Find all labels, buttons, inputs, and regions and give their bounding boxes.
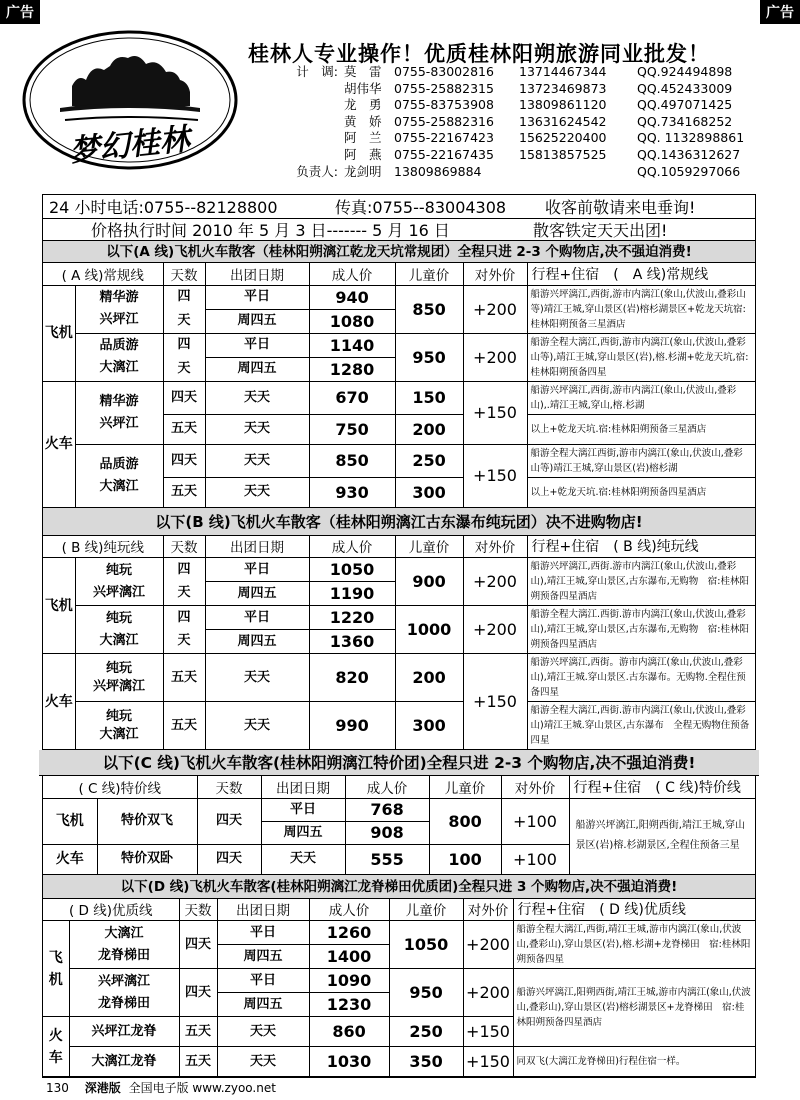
tour-name: 纯玩 大漓江 — [75, 702, 163, 750]
transport-plane: 飞机 — [43, 285, 75, 381]
tour-days: 四 — [163, 606, 205, 630]
ad-label-left: 广告 — [0, 0, 40, 24]
tour-name: 特价双飞 — [97, 798, 197, 844]
contact-qq: QQ.924494898 — [637, 64, 733, 79]
header-line: ( D 线)优质线 — [43, 899, 179, 921]
contact-role: 计 调: — [296, 64, 338, 79]
header-child: 儿童价 — [395, 263, 463, 285]
child-price: 350 — [389, 1047, 463, 1077]
tour-date: 平日 — [261, 798, 345, 821]
tour-name: 大漓江 龙脊梯田 — [69, 921, 179, 969]
itinerary: 同双飞(大漓江龙脊梯田)行程住宿一样。 — [513, 1047, 755, 1077]
tour-date: 天天 — [217, 1047, 309, 1077]
header-days: 天数 — [163, 263, 205, 285]
table-row — [43, 921, 755, 945]
header-adult: 成人价 — [309, 263, 395, 285]
external-price: +150 — [463, 1047, 513, 1077]
notice: 收客前敬请来电垂询! — [545, 198, 696, 217]
tour-date: 周四五 — [217, 945, 309, 969]
external-price: +200 — [463, 606, 527, 654]
site-label: 全国电子版 www.zyoo.net — [128, 1081, 276, 1095]
tour-days: 天 — [163, 357, 205, 381]
tour-days: 四 — [163, 285, 205, 309]
table-header — [43, 899, 755, 921]
line-d-banner: 以下(D 线)飞机火车散客(桂林阳朔漓江龙脊梯田优质团)全程只进 3 个购物店,决不强迫消费! — [43, 875, 755, 899]
transport-plane: 飞机 — [43, 921, 69, 1017]
price-sheet — [42, 194, 756, 1078]
table-row — [43, 444, 755, 477]
page-footer — [46, 1079, 276, 1096]
header-adult: 成人价 — [309, 536, 395, 558]
contact-row — [280, 164, 744, 181]
adult-price: 670 — [309, 381, 395, 414]
contact-qq: QQ.497071425 — [637, 97, 733, 113]
contact-row — [280, 114, 744, 131]
tour-date: 平日 — [217, 921, 309, 945]
tour-date: 天天 — [205, 381, 309, 414]
logo-text: 梦幻桂林 — [68, 121, 192, 170]
header-itin: 行程+住宿 ( D 线)优质线 — [513, 899, 755, 921]
contact-row — [280, 97, 744, 114]
contact-mobile: 13809861120 — [519, 97, 607, 113]
adult-price: 990 — [309, 702, 395, 750]
contact-mobile: 15625220400 — [519, 130, 607, 146]
contact-mobile: 13723469873 — [519, 80, 607, 96]
header-days: 天数 — [179, 899, 217, 921]
contact-role — [280, 97, 338, 114]
contact-row — [280, 147, 744, 164]
contact-tel: 0755-83753908 — [394, 97, 494, 113]
contact-qq: QQ.452433009 — [637, 80, 733, 96]
child-price: 200 — [395, 414, 463, 444]
header-date: 出团日期 — [261, 776, 345, 798]
itinerary: 船游全程大漓江.西街.游市内漓江(象山,伏波山,叠彩山),靖江王城,穿山景区,古东瀑布,无购物 宿:桂林阳朔预备四星酒店 — [527, 606, 755, 654]
contact-name: 黄 娇 — [344, 113, 382, 129]
tour-name: 特价双卧 — [97, 844, 197, 874]
transport-train: 火车 — [43, 654, 75, 750]
contact-tel: 0755-25882316 — [394, 113, 494, 129]
tour-date: 周四五 — [205, 357, 309, 381]
hotline: 24 小时电话:0755--82128800 — [49, 198, 278, 217]
edition-label: 深港版 — [84, 1081, 121, 1095]
itinerary: 船游兴坪漓江,西街。游市内漓江(象山,伏波山,叠彩山),靖江王城.穿山景区.古东瀑布。无购物.全程住预备四星 — [527, 654, 755, 702]
adult-price: 1190 — [309, 582, 395, 606]
tour-date: 天天 — [205, 702, 309, 750]
external-price: +150 — [463, 444, 527, 507]
header-date: 出团日期 — [205, 263, 309, 285]
header-adult: 成人价 — [309, 899, 389, 921]
itinerary: 船游全程大漓江西街,游市内漓江(象山,伏波山,叠彩山等)靖江王城,穿山景区(岩)榕杉湖 — [527, 444, 755, 477]
header-line: ( A 线)常规线 — [43, 263, 163, 285]
child-price: 1000 — [395, 606, 463, 654]
adult-price: 850 — [309, 444, 395, 477]
tour-date: 天天 — [261, 844, 345, 874]
child-price: 950 — [389, 969, 463, 1017]
tour-days: 四天 — [179, 921, 217, 969]
tour-date: 平日 — [205, 333, 309, 357]
external-price: +150 — [463, 654, 527, 750]
contact-name: 阿 燕 — [344, 146, 382, 162]
header-ext: 对外价 — [463, 263, 527, 285]
contact-list — [280, 64, 744, 180]
itinerary: 船游兴坪漓江,西街,游市内漓江(象山,伏波山,叠彩山),.靖江王城,穿山,榕.杉湖 — [527, 381, 755, 414]
adult-price: 1090 — [309, 969, 389, 993]
header-child: 儿童价 — [395, 536, 463, 558]
contact-row — [280, 81, 744, 98]
ad-label-right: 广告 — [760, 0, 800, 24]
contact-role — [280, 81, 338, 98]
adult-price: 940 — [309, 285, 395, 309]
external-price: +200 — [463, 333, 527, 381]
itinerary: 船游兴坪漓江,西街.游市内漓江(象山,伏波山,叠彩山),靖江王城,穿山景区,古东瀑布,无购物 宿:桂林阳朔预备四星酒店 — [527, 558, 755, 606]
contact-tel: 0755-22167435 — [394, 146, 494, 162]
contact-name: 龙剑明 — [344, 163, 382, 179]
contact-row — [280, 130, 744, 147]
tour-days: 四天 — [197, 844, 261, 874]
tour-name: 大漓江龙脊 — [69, 1047, 179, 1077]
child-price: 250 — [395, 444, 463, 477]
line-b-banner: 以下(B 线)飞机火车散客（桂林阳朔漓江古东瀑布纯玩团）决不进购物店! — [43, 508, 755, 536]
table-header — [43, 776, 755, 798]
info-row-period — [43, 219, 755, 241]
line-a-banner: 以下(A 线)飞机火车散客（桂林阳朔漓江乾龙天坑常规团）全程只进 2-3 个购物店,决不强迫消费! — [43, 241, 755, 263]
adult-price: 930 — [309, 477, 395, 507]
table-row — [43, 654, 755, 702]
child-price: 850 — [395, 285, 463, 333]
contact-role — [280, 130, 338, 147]
tour-days: 四天 — [163, 444, 205, 477]
line-c-table — [43, 776, 755, 875]
tour-date: 天天 — [205, 654, 309, 702]
tour-days: 四 — [163, 333, 205, 357]
contact-role: 负责人: — [296, 163, 338, 179]
adult-price: 1050 — [309, 558, 395, 582]
adult-price: 1280 — [309, 357, 395, 381]
external-price: +200 — [463, 969, 513, 1017]
child-price: 1050 — [389, 921, 463, 969]
tour-name: 精华游 兴坪江 — [75, 285, 163, 333]
header-line: ( B 线)纯玩线 — [43, 536, 163, 558]
external-price: +100 — [501, 844, 569, 874]
tour-date: 周四五 — [261, 821, 345, 844]
transport-train: 火车 — [43, 844, 97, 874]
contact-name: 阿 兰 — [344, 130, 382, 146]
adult-price: 1220 — [309, 606, 395, 630]
info-row-contact — [43, 195, 755, 219]
contact-name: 龙 勇 — [344, 97, 382, 113]
tour-days: 天 — [163, 630, 205, 654]
header-ext: 对外价 — [463, 899, 513, 921]
tour-date: 周四五 — [205, 582, 309, 606]
table-row — [43, 558, 755, 582]
tour-name: 纯玩 大漓江 — [75, 606, 163, 654]
header-child: 儿童价 — [389, 899, 463, 921]
header-itin: 行程+住宿 ( B 线)纯玩线 — [527, 536, 755, 558]
header-line: ( C 线)特价线 — [43, 776, 197, 798]
external-price: +200 — [463, 285, 527, 333]
tour-name: 纯玩 兴坪漓江 — [75, 654, 163, 702]
tour-name: 精华游 兴坪江 — [75, 381, 163, 444]
child-price: 300 — [395, 477, 463, 507]
slogan: 桂林人专业操作！优质桂林阳朔旅游同业批发！ — [248, 42, 710, 66]
child-price: 950 — [395, 333, 463, 381]
table-header — [43, 536, 755, 558]
tour-date: 天天 — [217, 1017, 309, 1047]
price-period: 价格执行时间 2010 年 5 月 3 日------- 5 月 16 日 — [91, 221, 450, 240]
header-itin: 行程+住宿 ( A 线)常规线 — [527, 263, 755, 285]
contact-row — [280, 64, 744, 81]
child-price: 300 — [395, 702, 463, 750]
adult-price: 750 — [309, 414, 395, 444]
adult-price: 1140 — [309, 333, 395, 357]
adult-price: 1360 — [309, 630, 395, 654]
contact-mobile: 13631624542 — [519, 113, 607, 129]
tour-days: 四天 — [179, 969, 217, 1017]
tour-name: 兴坪漓江 龙脊梯田 — [69, 969, 179, 1017]
adult-price: 1400 — [309, 945, 389, 969]
external-price: +200 — [463, 558, 527, 606]
tour-date: 平日 — [205, 558, 309, 582]
line-a-table — [43, 263, 755, 508]
page-number: 130 — [46, 1081, 69, 1095]
tour-days: 四 — [163, 558, 205, 582]
tour-date: 天天 — [205, 444, 309, 477]
header-days: 天数 — [197, 776, 261, 798]
itinerary: 船游全程大漓江,西街.游市内漓江(象山,伏波山,叠彩山)靖江王城.穿山景区,古东瀑布 全程无购物住预备四星 — [527, 702, 755, 750]
tour-name: 纯玩 兴坪漓江 — [75, 558, 163, 606]
header-itin: 行程+住宿 ( C 线)特价线 — [569, 776, 755, 798]
contact-qq: QQ.1059297066 — [637, 163, 741, 179]
itinerary: 船游全程大漓江,西街,靖江王城,游市内漓江(象山,伏波山,叠彩山),穿山景区(岩),榕.杉湖+龙脊梯田 宿:桂林阳朔预备四星 — [513, 921, 755, 969]
tour-days: 四天 — [163, 381, 205, 414]
table-row — [43, 969, 755, 993]
adult-price: 820 — [309, 654, 395, 702]
contact-qq: QQ. 1132898861 — [637, 130, 745, 146]
tour-date: 天天 — [205, 477, 309, 507]
table-row — [43, 381, 755, 414]
tour-days: 五天 — [163, 702, 205, 750]
header-date: 出团日期 — [205, 536, 309, 558]
transport-plane: 飞机 — [43, 558, 75, 654]
itinerary: 船游兴坪漓江,西街,游市内漓江(象山,伏波山,叠彩山等)靖江王城,穿山景区(岩)榕杉湖景区+乾龙天坑宿:桂林阳朔预备三星酒店 — [527, 285, 755, 333]
guarantee: 散客铁定天天出团! — [533, 221, 668, 240]
table-row — [43, 285, 755, 309]
line-c-banner: 以下(C 线)飞机火车散客(桂林阳朔漓江特价团)全程只进 2-3 个购物店,决不强迫消费! — [39, 750, 759, 776]
contact-name: 胡伟华 — [344, 80, 382, 96]
transport-train: 火车 — [43, 381, 75, 507]
adult-price: 1080 — [309, 309, 395, 333]
external-price: +150 — [463, 1017, 513, 1047]
tour-date: 天天 — [205, 414, 309, 444]
logo — [20, 28, 240, 173]
contact-mobile: 13714467344 — [519, 64, 607, 79]
contact-tel: 0755-83002816 — [394, 64, 494, 79]
header-adult: 成人价 — [345, 776, 429, 798]
tour-date: 周四五 — [217, 993, 309, 1017]
contact-mobile — [519, 164, 637, 181]
contact-tel: 0755-25882315 — [394, 80, 494, 96]
child-price: 800 — [429, 798, 501, 844]
contact-role — [280, 147, 338, 164]
child-price: 150 — [395, 381, 463, 414]
child-price: 250 — [389, 1017, 463, 1047]
contact-role — [280, 114, 338, 131]
child-price: 900 — [395, 558, 463, 606]
external-price: +100 — [501, 798, 569, 844]
child-price: 200 — [395, 654, 463, 702]
tour-name: 品质游 大漓江 — [75, 333, 163, 381]
tour-name: 兴坪江龙脊 — [69, 1017, 179, 1047]
itinerary: 船游兴坪漓江,阳朔西街,靖江王城,穿山景区(岩)榕.杉湖景区,全程住预备三星 — [569, 798, 755, 874]
contact-qq: QQ.1436312627 — [637, 146, 741, 162]
tour-date: 周四五 — [205, 309, 309, 333]
table-row — [43, 333, 755, 357]
tour-name: 品质游 大漓江 — [75, 444, 163, 507]
header-ext: 对外价 — [463, 536, 527, 558]
table-row — [43, 702, 755, 750]
tour-days: 五天 — [179, 1017, 217, 1047]
line-b-table — [43, 536, 755, 751]
contact-tel: 0755-22167423 — [394, 130, 494, 146]
contact-name: 莫 雷 — [344, 64, 382, 79]
tour-days: 五天 — [163, 654, 205, 702]
tour-date: 平日 — [205, 285, 309, 309]
adult-price: 860 — [309, 1017, 389, 1047]
adult-price: 1260 — [309, 921, 389, 945]
header-date: 出团日期 — [217, 899, 309, 921]
transport-train: 火车 — [43, 1017, 69, 1077]
tour-days: 天 — [163, 582, 205, 606]
table-row — [43, 798, 755, 821]
itinerary: 船游兴坪漓江,阳朔西街,靖江王城,游市内漓江(象山,伏波山,叠彩山),穿山景区(岩)榕杉湖景区+龙脊梯田 宿:桂林阳朔预备四星酒店 — [513, 969, 755, 1047]
contact-qq: QQ.734168252 — [637, 113, 733, 129]
tour-date: 周四五 — [205, 630, 309, 654]
contact-tel: 13809869884 — [394, 163, 482, 179]
tour-days: 天 — [163, 309, 205, 333]
tour-date: 平日 — [205, 606, 309, 630]
table-row — [43, 606, 755, 630]
tour-days: 五天 — [179, 1047, 217, 1077]
table-row — [43, 1047, 755, 1077]
itinerary: 以上+乾龙天坑.宿:桂林阳朔预备四星酒店 — [527, 477, 755, 507]
tour-days: 五天 — [163, 414, 205, 444]
transport-plane: 飞机 — [43, 798, 97, 844]
header-ext: 对外价 — [501, 776, 569, 798]
tour-days: 五天 — [163, 477, 205, 507]
adult-price: 1030 — [309, 1047, 389, 1077]
adult-price: 768 — [345, 798, 429, 821]
fax: 传真:0755--83004308 — [335, 198, 507, 217]
line-d-table — [43, 899, 755, 1078]
child-price: 100 — [429, 844, 501, 874]
header-days: 天数 — [163, 536, 205, 558]
tour-date: 平日 — [217, 969, 309, 993]
table-header — [43, 263, 755, 285]
external-price: +200 — [463, 921, 513, 969]
adult-price: 1230 — [309, 993, 389, 1017]
contact-mobile: 15813857525 — [519, 146, 607, 162]
header-child: 儿童价 — [429, 776, 501, 798]
adult-price: 555 — [345, 844, 429, 874]
tour-days: 四天 — [197, 798, 261, 844]
itinerary: 船游全程大漓江,西街,游市内漓江(象山,伏波山,叠彩山等),靖江王城,穿山景区(岩),榕.杉湖+乾龙天坑,宿:桂林阳朔预备四星 — [527, 333, 755, 381]
adult-price: 908 — [345, 821, 429, 844]
itinerary: 以上+乾龙天坑.宿:桂林阳朔预备三星酒店 — [527, 414, 755, 444]
external-price: +150 — [463, 381, 527, 444]
